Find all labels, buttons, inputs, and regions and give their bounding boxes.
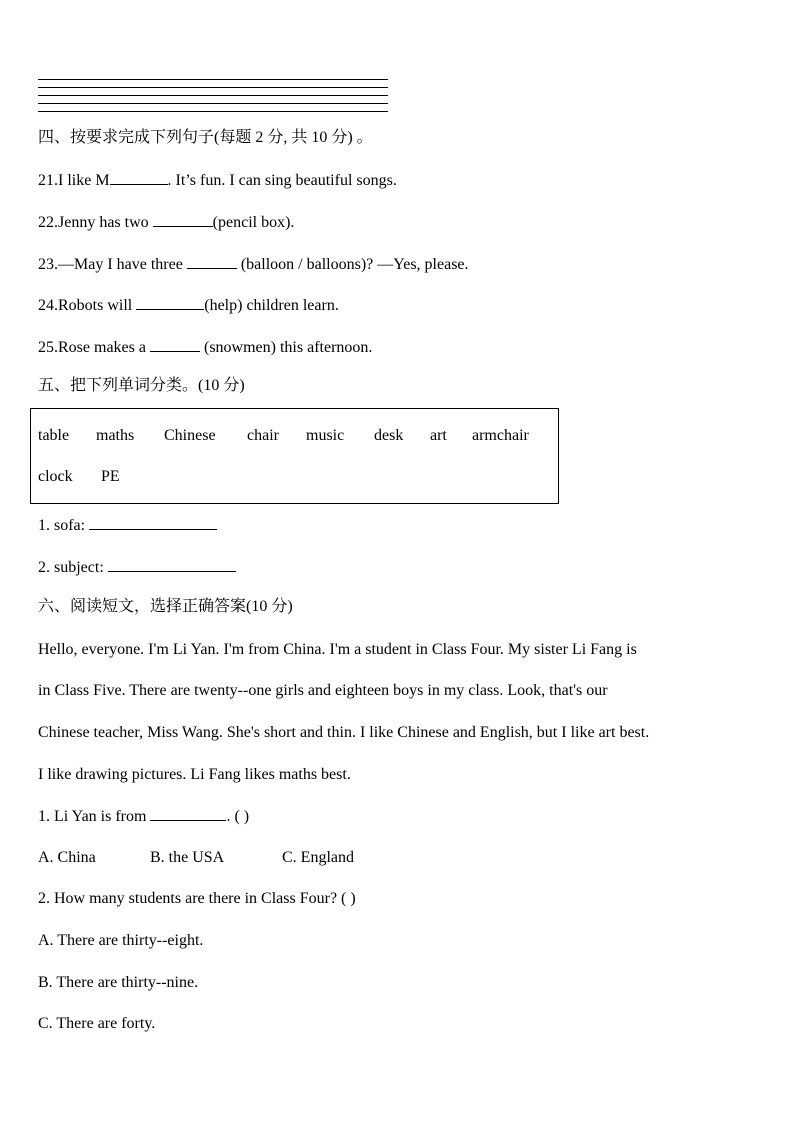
q2-option-b[interactable]: B. There are thirty--nine.	[38, 974, 199, 991]
question-number: 23.	[38, 256, 58, 273]
passage-line-1: Hello, everyone. I'm Li Yan. I'm from China. I'm a student in Class Four. My sister Li Fang is	[38, 641, 637, 658]
answer-rule-3	[38, 95, 388, 96]
answer-blank[interactable]	[187, 254, 237, 269]
q2-option-a[interactable]: A. There are thirty--eight.	[38, 932, 204, 949]
question-22: 22.Jenny has two (pencil box).	[38, 214, 295, 231]
word-armchair: armchair	[472, 427, 529, 444]
section5-heading: 五、把下列单词分类。(10 分)	[38, 377, 245, 394]
answer-blank[interactable]	[89, 515, 217, 530]
answer-rule-1	[38, 79, 388, 80]
passage-line-2: in Class Five. There are twenty--one girls and eighteen boys in my class. Look, that's our	[38, 682, 608, 699]
section6-heading: 六、阅读短文，选择正确答案(10 分)	[38, 598, 293, 615]
answer-blank[interactable]	[136, 295, 204, 310]
q1-option-c[interactable]: C. England	[282, 849, 354, 866]
question-21: 21.I like M . It’s fun. I can sing beautiful songs.	[38, 172, 397, 189]
question-number: 21.	[38, 172, 58, 189]
passage-line-4: I like drawing pictures. Li Fang likes maths best.	[38, 766, 351, 783]
word-maths: maths	[96, 427, 135, 444]
answer-blank[interactable]	[150, 806, 226, 821]
word-art: art	[430, 427, 447, 444]
answer-rule-5	[38, 111, 388, 112]
q1-option-a[interactable]: A. China	[38, 849, 96, 866]
word-table: table	[38, 427, 70, 444]
answer-blank[interactable]	[153, 212, 213, 227]
word-clock: clock	[38, 468, 73, 485]
question-23: 23.—May I have three (balloon / balloons)? —Yes, please.	[38, 256, 469, 273]
answer-blank[interactable]	[150, 337, 200, 352]
q1-option-b[interactable]: B. the USA	[150, 849, 225, 866]
category-subject: 2. subject:	[38, 557, 236, 578]
passage-line-3: Chinese teacher, Miss Wang. She's short and thin. I like Chinese and English, but I like art best.	[38, 724, 650, 741]
word-desk: desk	[374, 427, 404, 444]
q2-option-c[interactable]: C. There are forty.	[38, 1015, 156, 1032]
category-sofa: 1. sofa:	[38, 515, 217, 536]
word-bank-box	[30, 408, 559, 504]
question-2-stem: 2. How many students are there in Class Four? ( )	[38, 890, 356, 907]
word-pe: PE	[101, 468, 120, 485]
question-25: 25.Rose makes a (snowmen) this afternoon.	[38, 339, 373, 356]
word-chair: chair	[247, 427, 279, 444]
word-music: music	[306, 427, 345, 444]
question-24: 24.Robots will (help) children learn.	[38, 297, 339, 314]
answer-blank[interactable]	[110, 170, 168, 185]
answer-rule-4	[38, 103, 388, 104]
answer-blank[interactable]	[108, 557, 236, 572]
question-number: 24.	[38, 297, 58, 314]
question-1-stem: 1. Li Yan is from . ( )	[38, 808, 250, 825]
word-chinese: Chinese	[164, 427, 216, 444]
answer-rule-2	[38, 87, 388, 88]
question-number: 22.	[38, 214, 58, 231]
question-number: 25.	[38, 339, 58, 356]
section4-heading: 四、按要求完成下列句子(每题 2 分, 共 10 分) 。	[38, 129, 373, 146]
